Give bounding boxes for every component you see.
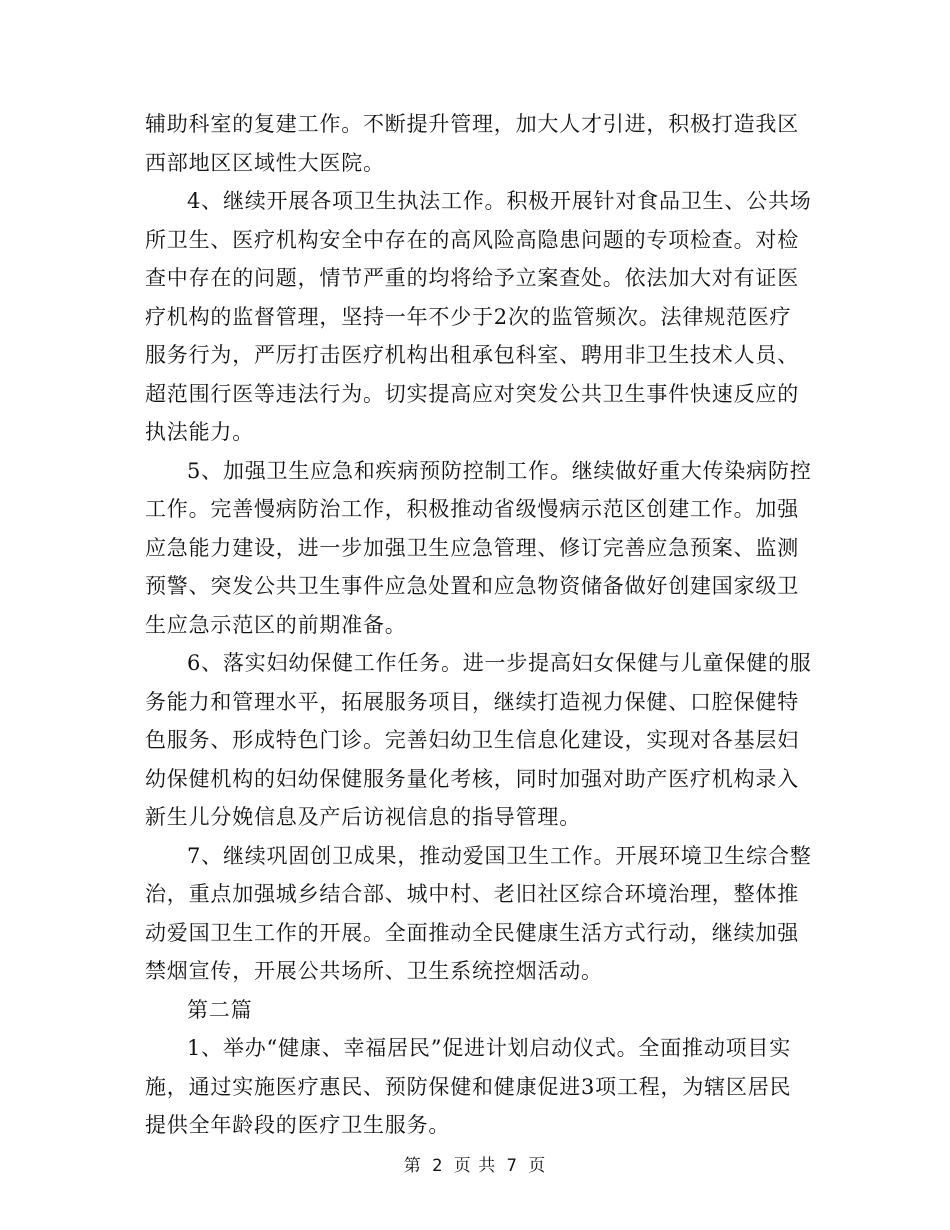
paragraph-line: 疗机构的监督管理，坚持一年不少于2次的监管频次。法律规范医疗 — [145, 304, 792, 329]
footer-prefix: 第 — [403, 1156, 422, 1176]
total-page-count: 7 — [506, 1156, 518, 1176]
paragraph-line: 禁烟宣传，开展公共场所、卫生系统控烟活动。 — [145, 959, 603, 983]
paragraph-first-line: 6、落实妇幼保健工作任务。进一步提高妇女保健与儿童保健的服 — [187, 651, 812, 675]
paragraph-line: 务能力和管理水平，拓展服务项目，继续打造视力保健、口腔保健特 — [145, 689, 799, 714]
paragraph-line: 新生儿分娩信息及产后访视信息的指导管理。 — [145, 805, 581, 829]
paragraph-line: 预警、突发公共卫生事件应急处置和应急物资储备做好创建国家级卫 — [145, 574, 799, 598]
document-body — [145, 105, 812, 1145]
paragraph-first-line: 5、加强卫生应急和疾病预防控制工作。继续做好重大传染病防控 — [187, 458, 812, 483]
current-page-number: 2 — [432, 1156, 444, 1176]
paragraph-line: 西部地区区域性大医院。 — [145, 150, 385, 175]
paragraph-line: 色服务、形成特色门诊。完善妇幼卫生信息化建设，实现对各基层妇 — [145, 728, 799, 752]
paragraph-line: 动爱国卫生工作的开展。全面推动全民健康生活方式行动，继续加强 — [145, 920, 799, 945]
paragraph-line: 辅助科室的复建工作。不断提升管理，加大人才引进，积极打造我区 — [145, 112, 799, 136]
footer-suffix: 页 — [528, 1156, 547, 1176]
paragraph-line: 施，通过实施医疗惠民、预防保健和健康促进3项工程，为辖区居民 — [145, 1074, 792, 1099]
paragraph-line: 所卫生、医疗机构安全中存在的高风险高隐患问题的专项检查。对检 — [145, 227, 799, 252]
paragraph-line: 治，重点加强城乡结合部、城中村、老旧社区综合环境治理，整体推 — [145, 882, 799, 906]
paragraph-line: 工作。完善慢病防治工作，积极推动省级慢病示范区创建工作。加强 — [145, 497, 799, 521]
paragraph-line: 查中存在的问题，情节严重的均将给予立案查处。依法加大对有证医 — [145, 266, 799, 290]
page-footer — [0, 1151, 950, 1176]
paragraph-line: 超范围行医等违法行为。切实提高应对突发公共卫生事件快速反应的 — [145, 381, 799, 406]
paragraph-first-line: 4、继续开展各项卫生执法工作。积极开展针对食品卫生、公共场 — [187, 189, 812, 213]
paragraph-line: 服务行为，严厉打击医疗机构出租承包科室、聘用非卫生技术人员、 — [145, 343, 799, 367]
paragraph-line: 生应急示范区的前期准备。 — [145, 612, 407, 637]
paragraph-line: 执法能力。 — [145, 420, 254, 444]
footer-middle: 页 共 — [453, 1156, 497, 1176]
paragraph-first-line: 第二篇 — [187, 997, 253, 1022]
paragraph-line: 幼保健机构的妇幼保健服务量化考核，同时加强对助产医疗机构录入 — [145, 766, 799, 791]
paragraph-line: 提供全年龄段的医疗卫生服务。 — [145, 1113, 451, 1137]
paragraph-first-line: 7、继续巩固创卫成果，推动爱国卫生工作。开展环境卫生综合整 — [187, 843, 812, 868]
paragraph-line: 应急能力建设，进一步加强卫生应急管理、修订完善应急预案、监测 — [145, 535, 799, 560]
paragraph-first-line: 1、举办“健康、幸福居民”促进计划启动仪式。全面推动项目实 — [187, 1036, 792, 1060]
